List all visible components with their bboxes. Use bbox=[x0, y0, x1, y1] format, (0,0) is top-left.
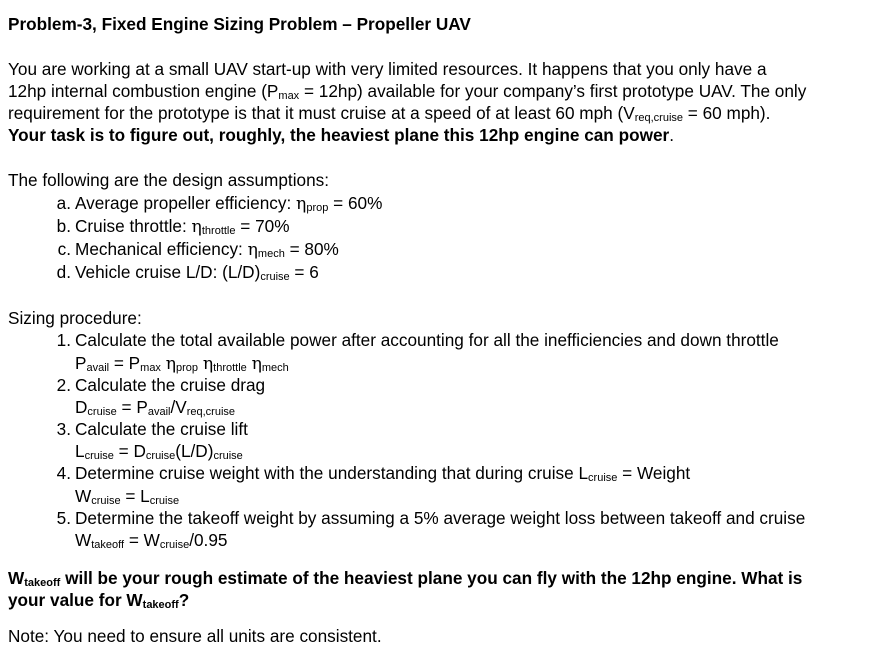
assumption-item: d. Vehicle cruise L/D: $(L/D)_{cruise} = 6$ bbox=[56, 262, 319, 283]
procedure-step: 5. Determine the takeoff weight by assuming a 5% average weight loss between takeoff and cruise bbox=[56, 508, 806, 528]
intro-line-2: 12hp internal combustion engine $(P_{max} = 12hp)$ available for your company’s first prototype UAV. The only bbox=[8, 81, 807, 102]
question-line-1: $W_{takeoff}$ will be your rough estimate of the heaviest plane you can fly with the 12hp engine. What is bbox=[8, 568, 803, 589]
procedure-step: 3. Calculate the cruise lift bbox=[56, 419, 248, 439]
procedure-heading: Sizing procedure: bbox=[8, 308, 142, 328]
procedure-step: 2. Calculate the cruise drag bbox=[56, 375, 266, 395]
assumption-item: a. Average propeller efficiency: $\eta_{prop} = 60\%$ bbox=[56, 193, 383, 214]
procedure-step: 1. Calculate the total available power after accounting for all the inefficiencies and down throttle bbox=[56, 330, 779, 350]
equation-cruise-weight: $W_{cruise} = L_{cruise}$ bbox=[75, 486, 180, 507]
assumptions-heading: The following are the design assumptions: bbox=[8, 170, 330, 190]
equation-cruise-drag: $D_{cruise} = P_{avail}/V_{req,cruise}$ bbox=[75, 397, 235, 418]
intro-line-3: requirement for the prototype is that it must cruise at a speed of at least 60 mph ($V_{req,cruise} = 60$ mph). bbox=[8, 103, 771, 124]
equation-takeoff-weight: $W_{takeoff} = W_{cruise}/0.95$ bbox=[75, 530, 228, 551]
equation-cruise-lift: $L_{cruise} = D_{cruise}(L/D)_{cruise}$ bbox=[75, 441, 243, 462]
procedure-step: 4. Determine cruise weight with the understanding that during cruise $L_{cruise}$ = Weight bbox=[56, 463, 691, 484]
intro-line-1: You are working at a small UAV start-up with very limited resources. It happens that you only have a bbox=[8, 59, 767, 79]
assumption-item: b. Cruise throttle: $\eta_{throttle} = 70\%$ bbox=[56, 216, 290, 237]
page-title: Problem-3, Fixed Engine Sizing Problem – Propeller UAV bbox=[8, 14, 471, 34]
assumption-item: c. Mechanical efficiency: $\eta_{mech} = 80\%$ bbox=[57, 239, 339, 260]
question-line-2: your value for $W_{takeoff}$? bbox=[8, 590, 190, 611]
equation-power-available: $P_{avail} = P_{max}$ $\eta_{prop}$ $\eta_{throttle}$ $\eta_{mech}$ bbox=[75, 353, 289, 374]
units-note: Note: You need to ensure all units are consistent. bbox=[8, 626, 382, 646]
task-statement: Your task is to figure out, roughly, the heaviest plane this 12hp engine can power. bbox=[8, 125, 674, 145]
